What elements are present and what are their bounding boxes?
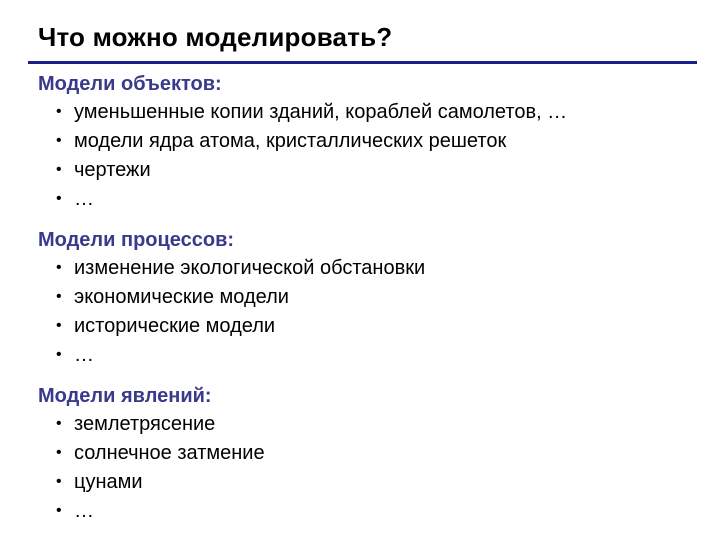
- list-item-text: …: [74, 500, 94, 522]
- bullet-icon: •: [56, 502, 62, 519]
- list-item-text: чертежи: [74, 159, 151, 181]
- bullet-icon: •: [56, 259, 62, 276]
- list-item: [38, 283, 710, 312]
- bullet-icon: •: [56, 444, 62, 461]
- title-underline: [28, 61, 697, 64]
- bullet-icon: •: [56, 190, 62, 207]
- section-objects: [38, 70, 710, 214]
- list-item: [38, 341, 710, 370]
- list-item-text: модели ядра атома, кристаллических решеток: [74, 130, 507, 152]
- bullet-list-processes: [38, 254, 710, 370]
- bullet-icon: •: [56, 132, 62, 149]
- bullet-list-phenomena: [38, 410, 710, 526]
- sections-container: [38, 70, 710, 526]
- list-item-text: цунами: [74, 471, 143, 493]
- list-item-text: солнечное затмение: [74, 442, 265, 464]
- bullet-icon: •: [56, 346, 62, 363]
- section-phenomena: [38, 382, 710, 526]
- list-item-text: экономические модели: [74, 286, 289, 308]
- section-heading-processes: Модели процессов:: [38, 229, 235, 251]
- bullet-icon: •: [56, 103, 62, 120]
- list-item-text: исторические модели: [74, 315, 276, 337]
- list-item: [38, 439, 710, 468]
- bullet-icon: •: [56, 161, 62, 178]
- section-heading-phenomena: Модели явлений:: [38, 385, 212, 407]
- list-item: [38, 185, 710, 214]
- bullet-icon: •: [56, 415, 62, 432]
- list-item: [38, 98, 710, 127]
- list-item: [38, 497, 710, 526]
- list-item-text: изменение экологической обстановки: [74, 257, 426, 279]
- bullet-list-objects: [38, 98, 710, 214]
- list-item-text: уменьшенные копии зданий, кораблей самолетов, …: [74, 101, 568, 123]
- list-item: [38, 254, 710, 283]
- bullet-icon: •: [56, 317, 62, 334]
- list-item: [38, 410, 710, 439]
- bullet-icon: •: [56, 288, 62, 305]
- list-item-text: …: [74, 344, 94, 366]
- section-heading-objects: Модели объектов:: [38, 73, 222, 95]
- list-item: [38, 156, 710, 185]
- list-item-text: …: [74, 188, 94, 210]
- slide-title: Что можно моделировать?: [38, 22, 393, 52]
- bullet-icon: •: [56, 473, 62, 490]
- list-item: [38, 127, 710, 156]
- list-item: [38, 312, 710, 341]
- list-item-text: землетрясение: [74, 413, 216, 435]
- section-processes: [38, 226, 710, 370]
- list-item: [38, 468, 710, 497]
